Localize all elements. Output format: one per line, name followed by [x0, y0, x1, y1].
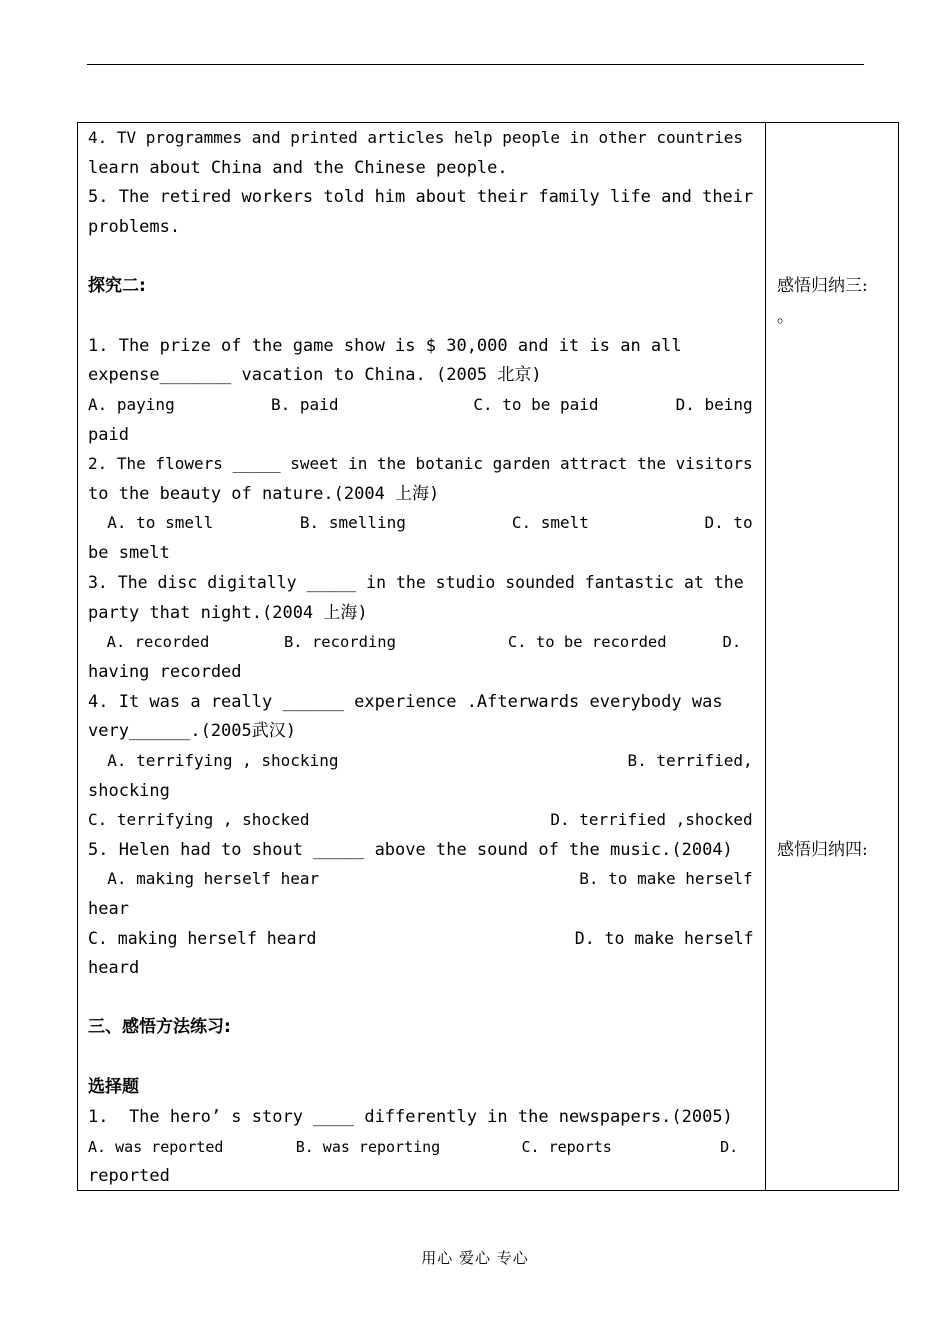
section-heading-explore-2: 探究二:	[88, 276, 146, 296]
question-line: 1. The prize of the game show is $ 30,000 and it is an all	[88, 336, 682, 356]
text-line: learn about China and the Chinese people.	[88, 158, 508, 178]
question-line: 4. It was a really ______ experience .Afterwards everybody was	[88, 692, 723, 712]
options-line: A. to smell B. smelling C. smelt D. to	[88, 513, 753, 532]
text-line: 5. The retired workers told him about their family life and their	[88, 187, 754, 207]
options-line: paid	[88, 425, 129, 445]
question-line: 5. Helen had to shout _____ above the sound of the music.(2004)	[88, 840, 733, 860]
page-footer: 用心 爱心 专心	[421, 1249, 529, 1267]
options-line: C. terrifying , shocked D. terrified ,shocked	[88, 810, 753, 829]
options-line: hear	[88, 899, 129, 919]
summary-3-mark: 。	[777, 307, 794, 327]
multiple-choice-title: 选择题	[88, 1077, 139, 1097]
summary-4-label: 感悟归纳四:	[777, 840, 868, 860]
options-line: heard	[88, 958, 140, 978]
options-line: A. recorded B. recording C. to be recorded D.	[88, 633, 742, 651]
question-line: very______.(2005武汉)	[88, 721, 296, 741]
question-line: 1. The hero’ s story ____ differently in the newspapers.(2005)	[88, 1107, 733, 1127]
header-rule	[87, 64, 864, 65]
options-line: having recorded	[88, 662, 242, 682]
question-line: 2. The flowers _____ sweet in the botanic garden attract the visitors	[88, 454, 753, 473]
question-line: party that night.(2004 上海)	[88, 603, 368, 623]
options-line: A. paying B. paid C. to be paid D. being	[88, 395, 753, 414]
options-line: A. terrifying , shocking B. terrified,	[88, 751, 753, 770]
options-line: A. was reported B. was reporting C. reports D.	[88, 1138, 739, 1156]
question-line: 3. The disc digitally _____ in the studio sounded fantastic at the	[88, 573, 744, 592]
question-line: to the beauty of nature.(2004 上海)	[88, 484, 440, 504]
text-line: 4. TV programmes and printed articles help people in other countries	[88, 128, 744, 147]
question-line: expense_______ vacation to China. (2005 北京)	[88, 365, 542, 385]
options-line: shocking	[88, 781, 170, 801]
options-line: be smelt	[88, 543, 170, 563]
options-line: A. making herself hear B. to make herself	[88, 869, 753, 888]
text-line: problems.	[88, 217, 181, 237]
column-divider	[765, 122, 766, 1191]
options-line: reported	[88, 1166, 170, 1186]
options-line: C. making herself heard D. to make herself	[88, 929, 754, 948]
section-heading-practice: 三、感悟方法练习:	[88, 1017, 231, 1037]
summary-3-label: 感悟归纳三:	[777, 276, 868, 296]
